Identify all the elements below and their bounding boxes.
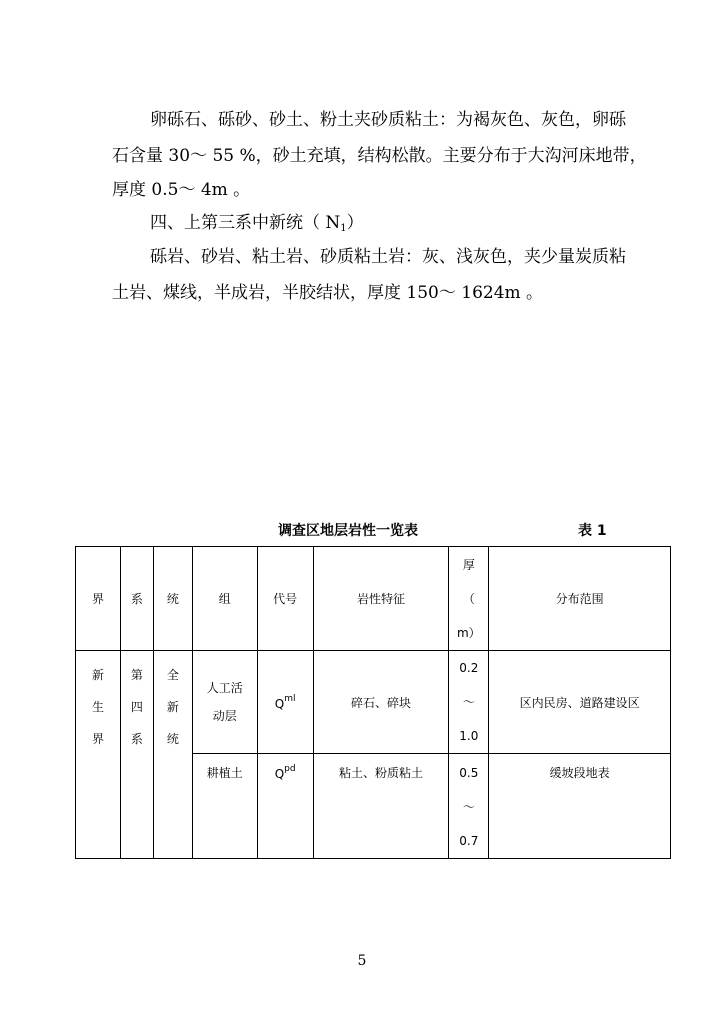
section-heading	[150, 213, 364, 239]
header-thickness-2: （	[462, 591, 475, 606]
header-code: 代号	[257, 547, 313, 651]
thickness-cell	[449, 651, 489, 754]
distribution-cell: 区内民房、道路建设区	[489, 651, 671, 754]
group-line-1: 人工活	[206, 681, 243, 695]
era-jie-3: 界	[91, 732, 104, 746]
era-jie-1: 新	[91, 668, 104, 682]
distribution-cell: 缓坡段地表	[489, 754, 671, 859]
era-tong	[153, 651, 192, 859]
header-row	[76, 547, 671, 651]
paragraph-line: 土岩、煤线，半成岩，半胶结状，厚度 150～ 1624m 。	[112, 283, 544, 303]
thickness-cell	[449, 754, 489, 859]
header-jie: 界	[76, 547, 121, 651]
thickness-min: 0.2	[459, 661, 479, 675]
table-title: 调查区地层岩性一览表	[278, 523, 418, 539]
thickness-min: 0.5	[459, 766, 479, 780]
thickness-max: 1.0	[459, 729, 479, 743]
era-jie	[76, 651, 121, 859]
code-superscript: pd	[284, 764, 296, 774]
page-number: 5	[357, 953, 367, 969]
group-cell: 耕植土	[192, 754, 257, 859]
heading-text: 四、上第三系中新统（ N	[150, 213, 341, 233]
code-base: Q	[274, 767, 285, 781]
era-xi-1: 第	[130, 668, 143, 682]
header-xi: 系	[120, 547, 153, 651]
code-superscript: ml	[284, 693, 296, 704]
strata-table	[75, 546, 671, 859]
code-cell	[257, 651, 313, 754]
lithology-cell: 碎石、碎块	[313, 651, 449, 754]
header-lithology: 岩性特征	[313, 547, 449, 651]
heading-subscript: 1	[340, 223, 347, 234]
header-zu: 组	[192, 547, 257, 651]
header-thickness-3: m）	[456, 625, 481, 640]
table-number: 表 1	[578, 523, 607, 539]
lithology-cell: 粘土、粉质粘土	[313, 754, 449, 859]
era-tong-1: 全	[166, 668, 179, 682]
header-distribution: 分布范围	[489, 547, 671, 651]
era-tong-2: 新	[166, 700, 179, 714]
table-row	[76, 651, 671, 754]
header-thickness-1: 厚	[462, 557, 475, 572]
code-base: Q	[274, 696, 285, 711]
thickness-tilde: ～	[462, 800, 475, 814]
paragraph-line: 石含量 30～ 55 %，砂土充填，结构松散。主要分布于大沟河床地带，	[112, 146, 647, 166]
thickness-max: 0.7	[459, 834, 479, 848]
code-cell	[257, 754, 313, 859]
paragraph-line: 砾岩、砂岩、粘土岩、砂质粘土岩：灰、浅灰色，夹少量炭质粘	[150, 247, 626, 267]
heading-close: ）	[346, 213, 364, 233]
header-thickness	[449, 547, 489, 651]
paragraph-line: 厚度 0.5～ 4m 。	[112, 180, 251, 200]
era-jie-2: 生	[91, 700, 104, 714]
era-xi	[120, 651, 153, 859]
header-tong: 统	[153, 547, 192, 651]
group-cell	[192, 651, 257, 754]
paragraph-line: 卵砾石、砾砂、砂土、粉土夹砂质粘土：为褐灰色、灰色，卵砾	[150, 110, 626, 130]
group-line-2: 动层	[212, 709, 237, 723]
era-xi-3: 系	[130, 732, 143, 746]
era-tong-3: 统	[166, 732, 179, 746]
thickness-tilde: ～	[462, 695, 475, 709]
era-xi-2: 四	[130, 700, 143, 714]
